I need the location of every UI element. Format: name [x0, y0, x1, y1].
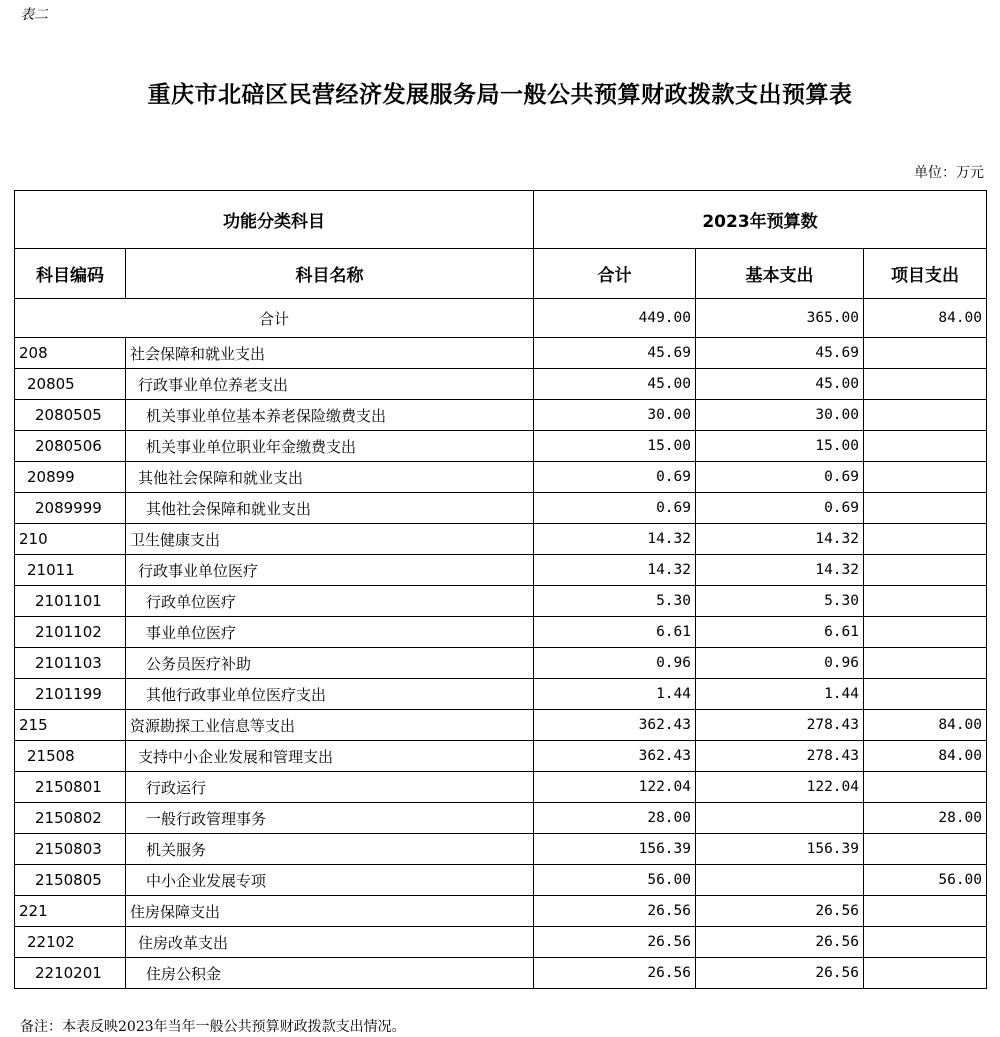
row-basic: 26.56	[696, 927, 864, 958]
row-code: 21011	[15, 555, 126, 586]
total-project: 84.00	[864, 299, 987, 338]
header-functional-category: 功能分类科目	[15, 191, 534, 249]
row-project	[864, 586, 987, 617]
table-row	[15, 524, 987, 555]
row-basic: 45.69	[696, 338, 864, 369]
row-name: 支持中小企业发展和管理支出	[126, 741, 534, 772]
row-total: 122.04	[534, 772, 696, 803]
row-basic: 156.39	[696, 834, 864, 865]
header-row-1	[15, 191, 987, 249]
table-row	[15, 431, 987, 462]
row-project	[864, 338, 987, 369]
row-name: 一般行政管理事务	[126, 803, 534, 834]
row-project	[864, 679, 987, 710]
row-code: 2150805	[15, 865, 126, 896]
row-project: 84.00	[864, 741, 987, 772]
row-name: 机关服务	[126, 834, 534, 865]
row-name: 住房公积金	[126, 958, 534, 989]
row-total: 0.96	[534, 648, 696, 679]
row-total: 26.56	[534, 927, 696, 958]
row-name: 其他社会保障和就业支出	[126, 462, 534, 493]
row-code: 2089999	[15, 493, 126, 524]
row-name: 事业单位医疗	[126, 617, 534, 648]
header-basic: 基本支出	[696, 249, 864, 299]
row-total: 26.56	[534, 958, 696, 989]
row-total: 45.00	[534, 369, 696, 400]
row-code: 22102	[15, 927, 126, 958]
row-basic: 30.00	[696, 400, 864, 431]
row-name: 住房改革支出	[126, 927, 534, 958]
table-row	[15, 865, 987, 896]
row-code: 2150801	[15, 772, 126, 803]
row-project	[864, 555, 987, 586]
row-project	[864, 648, 987, 679]
table-row	[15, 803, 987, 834]
table-row	[15, 400, 987, 431]
row-basic: 45.00	[696, 369, 864, 400]
row-basic: 0.69	[696, 493, 864, 524]
table-row	[15, 617, 987, 648]
row-name: 中小企业发展专项	[126, 865, 534, 896]
row-basic: 0.96	[696, 648, 864, 679]
table-row	[15, 586, 987, 617]
header-project: 项目支出	[864, 249, 987, 299]
row-code: 20805	[15, 369, 126, 400]
row-name: 公务员医疗补助	[126, 648, 534, 679]
row-total: 15.00	[534, 431, 696, 462]
row-total: 28.00	[534, 803, 696, 834]
row-project	[864, 958, 987, 989]
row-name: 卫生健康支出	[126, 524, 534, 555]
row-basic: 0.69	[696, 462, 864, 493]
row-name: 资源勘探工业信息等支出	[126, 710, 534, 741]
row-basic: 26.56	[696, 958, 864, 989]
row-code: 2101103	[15, 648, 126, 679]
row-total: 56.00	[534, 865, 696, 896]
table-row	[15, 369, 987, 400]
total-total: 449.00	[534, 299, 696, 338]
row-total: 0.69	[534, 493, 696, 524]
row-code: 210	[15, 524, 126, 555]
budget-table	[14, 190, 987, 989]
row-basic: 1.44	[696, 679, 864, 710]
row-name: 住房保障支出	[126, 896, 534, 927]
row-name: 社会保障和就业支出	[126, 338, 534, 369]
row-total: 0.69	[534, 462, 696, 493]
row-project: 56.00	[864, 865, 987, 896]
row-basic: 26.56	[696, 896, 864, 927]
total-label: 合计	[15, 299, 534, 338]
table-row	[15, 679, 987, 710]
table-row	[15, 462, 987, 493]
header-budget-year: 2023年预算数	[534, 191, 987, 249]
table-label: 表二	[20, 7, 48, 23]
table-row	[15, 834, 987, 865]
row-code: 2101102	[15, 617, 126, 648]
table-row	[15, 710, 987, 741]
row-project	[864, 462, 987, 493]
row-name: 其他行政事业单位医疗支出	[126, 679, 534, 710]
row-total: 30.00	[534, 400, 696, 431]
row-total: 45.69	[534, 338, 696, 369]
row-basic: 278.43	[696, 710, 864, 741]
row-basic: 278.43	[696, 741, 864, 772]
row-project	[864, 927, 987, 958]
row-name: 机关事业单位基本养老保险缴费支出	[126, 400, 534, 431]
row-code: 2101101	[15, 586, 126, 617]
row-total: 14.32	[534, 555, 696, 586]
row-code: 2150802	[15, 803, 126, 834]
row-basic: 5.30	[696, 586, 864, 617]
row-total: 362.43	[534, 741, 696, 772]
header-row-2	[15, 249, 987, 299]
header-code: 科目编码	[15, 249, 126, 299]
row-basic	[696, 803, 864, 834]
table-row	[15, 958, 987, 989]
row-code: 2080505	[15, 400, 126, 431]
row-project	[864, 834, 987, 865]
row-code: 2080506	[15, 431, 126, 462]
row-project	[864, 400, 987, 431]
page-title: 重庆市北碚区民营经济发展服务局一般公共预算财政拨款支出预算表	[147, 81, 853, 108]
row-total: 1.44	[534, 679, 696, 710]
footnote: 备注：本表反映2023年当年一般公共预算财政拨款支出情况。	[20, 1019, 406, 1035]
row-code: 21508	[15, 741, 126, 772]
row-total: 6.61	[534, 617, 696, 648]
table-row	[15, 493, 987, 524]
table-row	[15, 896, 987, 927]
table-row	[15, 927, 987, 958]
unit-label: 单位：万元	[914, 165, 984, 181]
row-project	[864, 369, 987, 400]
row-total: 14.32	[534, 524, 696, 555]
row-total: 26.56	[534, 896, 696, 927]
row-code: 215	[15, 710, 126, 741]
row-code: 221	[15, 896, 126, 927]
row-basic: 14.32	[696, 524, 864, 555]
header-name: 科目名称	[126, 249, 534, 299]
row-total: 156.39	[534, 834, 696, 865]
row-name: 行政事业单位养老支出	[126, 369, 534, 400]
table-row	[15, 772, 987, 803]
row-project	[864, 896, 987, 927]
total-basic: 365.00	[696, 299, 864, 338]
row-project	[864, 431, 987, 462]
row-code: 208	[15, 338, 126, 369]
row-name: 行政单位医疗	[126, 586, 534, 617]
row-name: 机关事业单位职业年金缴费支出	[126, 431, 534, 462]
total-row	[15, 299, 987, 338]
row-project: 84.00	[864, 710, 987, 741]
row-total: 362.43	[534, 710, 696, 741]
row-code: 20899	[15, 462, 126, 493]
row-code: 2210201	[15, 958, 126, 989]
row-basic	[696, 865, 864, 896]
row-project	[864, 524, 987, 555]
row-project: 28.00	[864, 803, 987, 834]
row-project	[864, 493, 987, 524]
row-project	[864, 617, 987, 648]
table-row	[15, 338, 987, 369]
row-project	[864, 772, 987, 803]
header-total: 合计	[534, 249, 696, 299]
row-name: 行政运行	[126, 772, 534, 803]
row-basic: 15.00	[696, 431, 864, 462]
table-row	[15, 741, 987, 772]
row-name: 其他社会保障和就业支出	[126, 493, 534, 524]
row-basic: 14.32	[696, 555, 864, 586]
table-row	[15, 555, 987, 586]
row-name: 行政事业单位医疗	[126, 555, 534, 586]
row-basic: 6.61	[696, 617, 864, 648]
row-code: 2150803	[15, 834, 126, 865]
row-total: 5.30	[534, 586, 696, 617]
row-basic: 122.04	[696, 772, 864, 803]
table-row	[15, 648, 987, 679]
row-code: 2101199	[15, 679, 126, 710]
